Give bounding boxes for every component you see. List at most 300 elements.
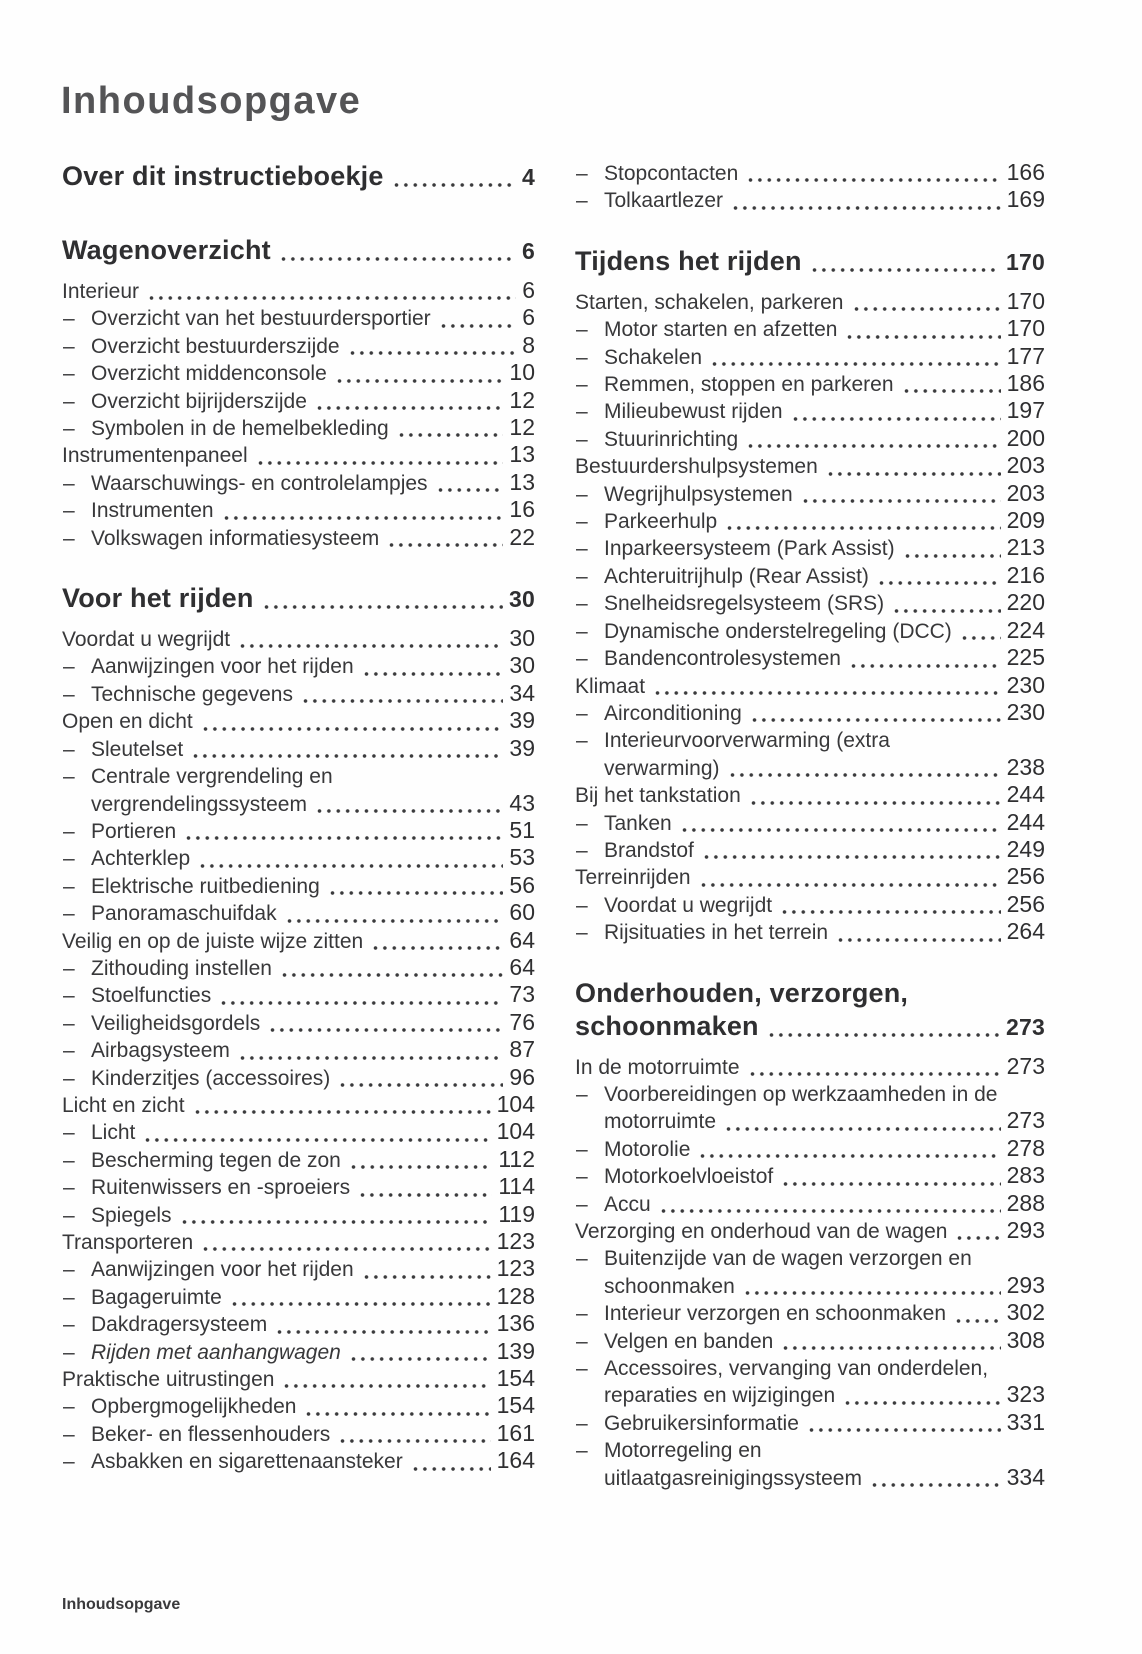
toc-item xyxy=(575,1245,1045,1300)
toc-item xyxy=(62,708,535,735)
dot-leader xyxy=(748,177,1000,183)
toc-entry xyxy=(575,289,1045,316)
dot-leader xyxy=(730,772,1001,778)
page-number: 283 xyxy=(1006,1162,1045,1189)
dot-leader xyxy=(287,918,504,924)
page-number: 308 xyxy=(1006,1326,1045,1353)
dot-leader xyxy=(845,1400,1000,1406)
dot-leader xyxy=(303,698,503,704)
entry-label: Bij het tankstation xyxy=(575,784,741,808)
toc-item xyxy=(62,1229,535,1256)
dot-leader xyxy=(956,1318,1001,1324)
entry-label: schoonmaken xyxy=(575,1010,759,1041)
page-number: 64 xyxy=(509,953,535,980)
dot-leader xyxy=(748,443,1000,449)
page-number: 170 xyxy=(1006,287,1045,314)
toc-entry xyxy=(62,900,535,927)
dot-leader xyxy=(803,498,1001,504)
toc-entry xyxy=(575,892,1045,919)
entry-label: – Opbergmogelijkheden xyxy=(91,1395,297,1419)
dot-leader xyxy=(351,1164,493,1170)
entry-label: motorruimte xyxy=(604,1110,717,1134)
toc-entry xyxy=(575,618,1045,645)
toc-entry xyxy=(575,453,1045,480)
toc-entry xyxy=(62,1037,535,1064)
entry-label: – Panoramaschuifdak xyxy=(91,902,277,926)
page-number: 302 xyxy=(1006,1299,1045,1326)
toc-item xyxy=(62,305,535,332)
dot-leader xyxy=(373,945,503,951)
toc-item xyxy=(62,442,535,469)
toc-entry xyxy=(62,1366,535,1393)
page-number: 30 xyxy=(509,652,535,679)
dot-leader xyxy=(394,182,516,188)
toc-entry xyxy=(575,1136,1045,1163)
toc-entry xyxy=(62,1092,535,1119)
toc-entry xyxy=(575,1163,1045,1190)
toc-item xyxy=(62,1421,535,1448)
toc-item xyxy=(575,673,1045,700)
dot-leader xyxy=(733,205,1001,211)
toc-section xyxy=(62,160,535,193)
toc-item xyxy=(62,1065,535,1092)
page-number: 13 xyxy=(509,441,535,468)
entry-label: – Overzicht bestuurderszijde xyxy=(91,334,340,358)
toc-entry xyxy=(575,1191,1045,1218)
entry-label: – Bandencontrolesystemen xyxy=(604,647,841,671)
toc-entry xyxy=(62,681,535,708)
toc-item xyxy=(575,837,1045,864)
dot-leader xyxy=(854,306,1001,312)
page-number: 87 xyxy=(509,1036,535,1063)
entry-label: – Aanwijzingen voor het rijden xyxy=(91,1258,354,1282)
page-number: 334 xyxy=(1006,1463,1045,1490)
toc-item xyxy=(62,982,535,1009)
toc-entry xyxy=(62,818,535,845)
entry-label: – Gebruikersinformatie xyxy=(604,1411,799,1435)
dot-leader xyxy=(783,1181,1000,1187)
entry-label: – Instrumenten xyxy=(91,499,214,523)
entry-label: uitlaatgasreinigingssysteem xyxy=(604,1466,862,1490)
page-number: 10 xyxy=(509,359,535,386)
dot-leader xyxy=(221,1000,503,1006)
entry-label: – Zithouding instellen xyxy=(91,956,272,980)
dot-leader xyxy=(752,717,1001,723)
toc-entry xyxy=(62,791,535,818)
toc-entry xyxy=(62,470,535,497)
entry-label: – Spiegels xyxy=(91,1203,172,1227)
dot-leader xyxy=(838,937,1001,943)
page-number: 104 xyxy=(496,1090,535,1117)
toc-entry xyxy=(575,481,1045,508)
dot-leader xyxy=(727,525,1000,531)
entry-label: – Tanken xyxy=(604,811,672,835)
entry-label: Wagenoverzicht xyxy=(62,235,271,265)
dot-leader xyxy=(264,604,504,610)
toc-entry xyxy=(575,645,1045,672)
toc-item xyxy=(575,782,1045,809)
toc-item xyxy=(575,1163,1045,1190)
page-number: 186 xyxy=(1006,370,1045,397)
entry-label: Klimaat xyxy=(575,674,646,698)
toc-entry xyxy=(62,525,535,552)
dot-leader xyxy=(284,1383,490,1389)
dot-leader xyxy=(330,890,504,896)
dot-leader xyxy=(195,1109,491,1115)
page-number: 30 xyxy=(509,586,535,613)
toc-item xyxy=(575,1218,1045,1245)
toc-item xyxy=(575,1191,1045,1218)
dot-leader xyxy=(872,1482,1001,1488)
toc-item xyxy=(62,1010,535,1037)
toc-item xyxy=(62,1311,535,1338)
page-number: 170 xyxy=(1006,315,1045,342)
toc-item xyxy=(62,873,535,900)
toc-entry xyxy=(62,845,535,872)
toc-entry xyxy=(575,371,1045,398)
dot-leader xyxy=(809,1427,1001,1433)
entry-label: reparaties en wijzigingen xyxy=(604,1384,836,1408)
page-number: 293 xyxy=(1006,1271,1045,1298)
page-number: 51 xyxy=(509,816,535,843)
dot-leader xyxy=(847,334,1000,340)
page-number: 60 xyxy=(509,899,535,926)
toc-entry xyxy=(62,1147,535,1174)
toc-item xyxy=(575,508,1045,535)
toc-entry xyxy=(62,1229,535,1256)
page-number: 30 xyxy=(509,625,535,652)
toc-item xyxy=(62,388,535,415)
page-number: 8 xyxy=(522,331,535,358)
dot-leader xyxy=(726,1126,1001,1132)
page-number: 12 xyxy=(509,386,535,413)
page-number: 331 xyxy=(1006,1408,1045,1435)
dot-leader xyxy=(782,909,1001,915)
page-number: 293 xyxy=(1006,1217,1045,1243)
page-number: 203 xyxy=(1006,479,1045,506)
toc-item xyxy=(575,289,1045,316)
toc-item xyxy=(575,1136,1045,1163)
toc-item xyxy=(62,1366,535,1393)
toc-item xyxy=(62,1339,535,1366)
entry-label: Instrumentenpaneel xyxy=(62,444,248,468)
toc-section xyxy=(575,245,1045,278)
toc-entry xyxy=(62,497,535,524)
entry-label: – Veiligheidsgordels xyxy=(91,1011,261,1035)
toc-entry xyxy=(62,1421,535,1448)
entry-label: – Ruitenwissers en -sproeiers xyxy=(91,1176,351,1200)
dot-leader xyxy=(232,1301,491,1307)
dot-leader xyxy=(350,350,517,356)
entry-label: Tijdens het rijden xyxy=(575,245,802,276)
toc-entry xyxy=(575,1300,1045,1327)
toc-item xyxy=(62,1256,535,1283)
page-number: 73 xyxy=(509,981,535,1008)
page-number: 203 xyxy=(1006,452,1045,479)
toc-entry xyxy=(62,360,535,387)
entry-label: – Licht xyxy=(91,1121,136,1145)
page-number: 22 xyxy=(509,523,535,550)
toc-item xyxy=(62,1393,535,1420)
toc-entry xyxy=(62,1284,535,1311)
toc-entry xyxy=(575,344,1045,371)
toc-header xyxy=(575,1010,1045,1043)
page-number: 169 xyxy=(1006,186,1045,213)
page-number: 43 xyxy=(509,789,535,816)
entry-label: – Schakelen xyxy=(604,345,703,369)
toc-entry xyxy=(575,398,1045,425)
toc-item xyxy=(62,681,535,708)
entry-label: – Inparkeersysteem (Park Assist) xyxy=(604,537,895,561)
dot-leader xyxy=(712,361,1001,367)
toc-entry xyxy=(575,1382,1045,1409)
toc-entry xyxy=(575,864,1045,891)
toc-entry xyxy=(62,955,535,982)
page-number: 136 xyxy=(496,1310,535,1337)
page-number: 139 xyxy=(496,1337,535,1364)
toc-section xyxy=(62,582,535,615)
toc-item xyxy=(575,645,1045,672)
dot-leader xyxy=(438,487,504,493)
toc-entry xyxy=(62,388,535,415)
dot-leader xyxy=(317,405,504,411)
toc-item xyxy=(575,563,1045,590)
toc-item xyxy=(575,316,1045,343)
toc-item xyxy=(62,900,535,927)
toc-entry xyxy=(575,782,1045,809)
entry-label: – Beker- en flessenhouders xyxy=(91,1422,331,1446)
toc-header xyxy=(62,234,535,267)
toc-header xyxy=(575,977,1045,1010)
entry-label: – Symbolen in de hemelbekleding xyxy=(91,417,389,441)
entry-label: Open en dicht xyxy=(62,710,193,734)
dot-leader xyxy=(701,882,1001,888)
page-number: 39 xyxy=(509,734,535,761)
toc-item xyxy=(62,626,535,653)
toc-entry xyxy=(575,1108,1045,1135)
dot-leader xyxy=(661,1208,1001,1214)
toc-columns xyxy=(62,160,1045,1492)
toc-item xyxy=(575,371,1045,398)
toc-item xyxy=(575,700,1045,727)
toc-entry xyxy=(575,590,1045,617)
toc-item xyxy=(575,864,1045,891)
toc-column-right xyxy=(575,160,1045,1492)
toc-item xyxy=(62,525,535,552)
dot-leader xyxy=(682,827,1001,833)
toc-header xyxy=(62,160,535,193)
toc-entry xyxy=(575,1218,1045,1245)
toc-item xyxy=(575,892,1045,919)
toc-item xyxy=(62,1448,535,1475)
page-number: 323 xyxy=(1006,1381,1045,1408)
toc-entry xyxy=(62,1256,535,1283)
dot-leader xyxy=(399,432,504,438)
dot-leader xyxy=(828,471,1001,477)
entry-label: – Airconditioning xyxy=(604,701,742,725)
toc-entry xyxy=(575,1245,1045,1272)
dot-leader xyxy=(182,1219,493,1225)
entry-label: – Kinderzitjes (accessoires) xyxy=(91,1066,331,1090)
toc-item xyxy=(575,727,1045,782)
toc-entry xyxy=(575,1437,1045,1464)
toc-entry xyxy=(575,1054,1045,1081)
entry-label: Praktische uitrustingen xyxy=(62,1368,275,1392)
page-number: 220 xyxy=(1006,589,1045,616)
toc-entry xyxy=(62,1202,535,1229)
dot-leader xyxy=(769,1032,1000,1038)
entry-label: Voor het rijden xyxy=(62,583,254,614)
page-number: 216 xyxy=(1006,561,1045,588)
dot-leader xyxy=(704,854,1001,860)
page-number: 230 xyxy=(1006,671,1045,698)
dot-leader xyxy=(277,1329,490,1335)
page-title: Inhoudsopgave xyxy=(61,80,362,122)
dot-leader xyxy=(282,972,503,978)
toc-item xyxy=(62,845,535,872)
page-number: 197 xyxy=(1006,397,1045,424)
toc-section xyxy=(575,977,1045,1043)
toc-item xyxy=(575,1300,1045,1327)
toc-item xyxy=(62,497,535,524)
dot-leader xyxy=(894,608,1001,614)
entry-label: – Motor starten en afzetten xyxy=(604,318,838,342)
dot-leader xyxy=(851,663,1001,669)
dot-leader xyxy=(337,378,504,384)
toc-item xyxy=(62,1092,535,1119)
page-number: 56 xyxy=(509,871,535,898)
toc-entry xyxy=(62,708,535,735)
entry-label: – Achteruitrijhulp (Rear Assist) xyxy=(604,564,869,588)
toc-item xyxy=(62,278,535,305)
page-number: 244 xyxy=(1006,808,1045,835)
page-number: 154 xyxy=(496,1365,535,1392)
page-number: 177 xyxy=(1006,342,1045,369)
entry-label: Over dit instructieboekje xyxy=(62,161,384,191)
toc-item xyxy=(62,1174,535,1201)
toc-entry xyxy=(62,626,535,653)
dot-leader xyxy=(340,1438,490,1444)
entry-label: – Interieur verzorgen en schoonmaken xyxy=(604,1302,947,1326)
entry-label: – Bescherming tegen de zon xyxy=(91,1148,341,1172)
toc-item xyxy=(575,1410,1045,1437)
toc-entry xyxy=(62,982,535,1009)
toc-item xyxy=(575,535,1045,562)
toc-entry xyxy=(575,508,1045,535)
page-number: 6 xyxy=(522,238,535,264)
toc-entry xyxy=(62,1339,535,1366)
dot-leader xyxy=(904,388,1001,394)
dot-leader xyxy=(793,416,1001,422)
page-number: 166 xyxy=(1006,159,1045,185)
page-number: 154 xyxy=(496,1392,535,1419)
toc-item xyxy=(575,919,1045,946)
entry-label: – Milieubewust rijden xyxy=(604,400,783,424)
dot-leader xyxy=(957,1235,1000,1241)
entry-label: vergrendelingssysteem xyxy=(91,792,307,816)
entry-label: – Accessoires, vervanging van onderdelen, xyxy=(604,1357,989,1381)
dot-leader xyxy=(224,515,504,521)
toc-item xyxy=(575,618,1045,645)
page-number: 6 xyxy=(522,304,535,331)
dot-leader xyxy=(351,1356,491,1362)
dot-leader xyxy=(783,1345,1000,1351)
toc-entry xyxy=(575,810,1045,837)
page-number: 244 xyxy=(1006,781,1045,808)
toc-item xyxy=(575,398,1045,425)
page-number: 209 xyxy=(1006,507,1045,534)
toc-item xyxy=(575,1054,1045,1081)
dot-leader xyxy=(879,580,1001,586)
entry-label: Veilig en op de juiste wijze zitten xyxy=(62,929,364,953)
toc-entry xyxy=(62,736,535,763)
toc-entry xyxy=(62,1010,535,1037)
entry-label: – Bagageruimte xyxy=(91,1285,222,1309)
toc-entry xyxy=(575,1081,1045,1108)
dot-leader xyxy=(149,295,516,301)
entry-label: – Overzicht van het bestuurdersportier xyxy=(91,307,431,331)
dot-leader xyxy=(186,835,503,841)
toc-entry xyxy=(62,763,535,790)
dot-leader xyxy=(751,800,1001,806)
page-number: 238 xyxy=(1006,753,1045,780)
entry-label: – Overzicht bijrijderszijde xyxy=(91,389,307,413)
page-number: 273 xyxy=(1006,1052,1045,1079)
dot-leader xyxy=(240,1055,504,1061)
toc-entry xyxy=(575,1355,1045,1382)
toc-item xyxy=(575,590,1045,617)
entry-label: – Buitenzijde van de wagen verzorgen en xyxy=(604,1247,972,1271)
toc-entry xyxy=(62,415,535,442)
toc-item xyxy=(62,1119,535,1146)
page-number: 288 xyxy=(1006,1189,1045,1216)
dot-leader xyxy=(700,1153,1000,1159)
entry-label: – Airbagsysteem xyxy=(91,1039,230,1063)
toc-entry xyxy=(575,673,1045,700)
toc-item xyxy=(62,470,535,497)
dot-leader xyxy=(905,553,1001,559)
dot-leader xyxy=(306,1411,490,1417)
page-number: 119 xyxy=(498,1200,535,1227)
dot-leader xyxy=(413,1466,491,1472)
entry-label: – Overzicht middenconsole xyxy=(91,362,327,386)
page-number: 76 xyxy=(509,1008,535,1035)
entry-label: – Voorbereidingen op werkzaamheden in de xyxy=(604,1082,998,1106)
page-number: 96 xyxy=(509,1063,535,1090)
entry-label: – Dakdragersysteem xyxy=(91,1313,268,1337)
entry-label: schoonmaken xyxy=(604,1274,735,1298)
entry-label: – Brandstof xyxy=(604,838,694,862)
entry-label: – Tolkaartlezer xyxy=(604,189,724,213)
toc-entry xyxy=(62,442,535,469)
page-number: 13 xyxy=(509,468,535,495)
page-number: 273 xyxy=(1006,1107,1045,1134)
entry-label: – Rijden met aanhangwagen xyxy=(91,1340,341,1364)
page-number: 273 xyxy=(1006,1013,1045,1040)
page-number: 114 xyxy=(498,1173,535,1200)
toc-entry xyxy=(575,187,1045,214)
entry-label: – Aanwijzingen voor het rijden xyxy=(91,655,354,679)
dot-leader xyxy=(203,726,504,732)
toc-entry xyxy=(62,1065,535,1092)
page-number: 6 xyxy=(522,277,535,303)
toc-item xyxy=(62,360,535,387)
dot-leader xyxy=(340,1082,503,1088)
page-number: 224 xyxy=(1006,616,1045,643)
dot-leader xyxy=(281,256,516,262)
entry-label: – Snelheidsregelsysteem (SRS) xyxy=(604,592,885,616)
toc-item xyxy=(62,1147,535,1174)
